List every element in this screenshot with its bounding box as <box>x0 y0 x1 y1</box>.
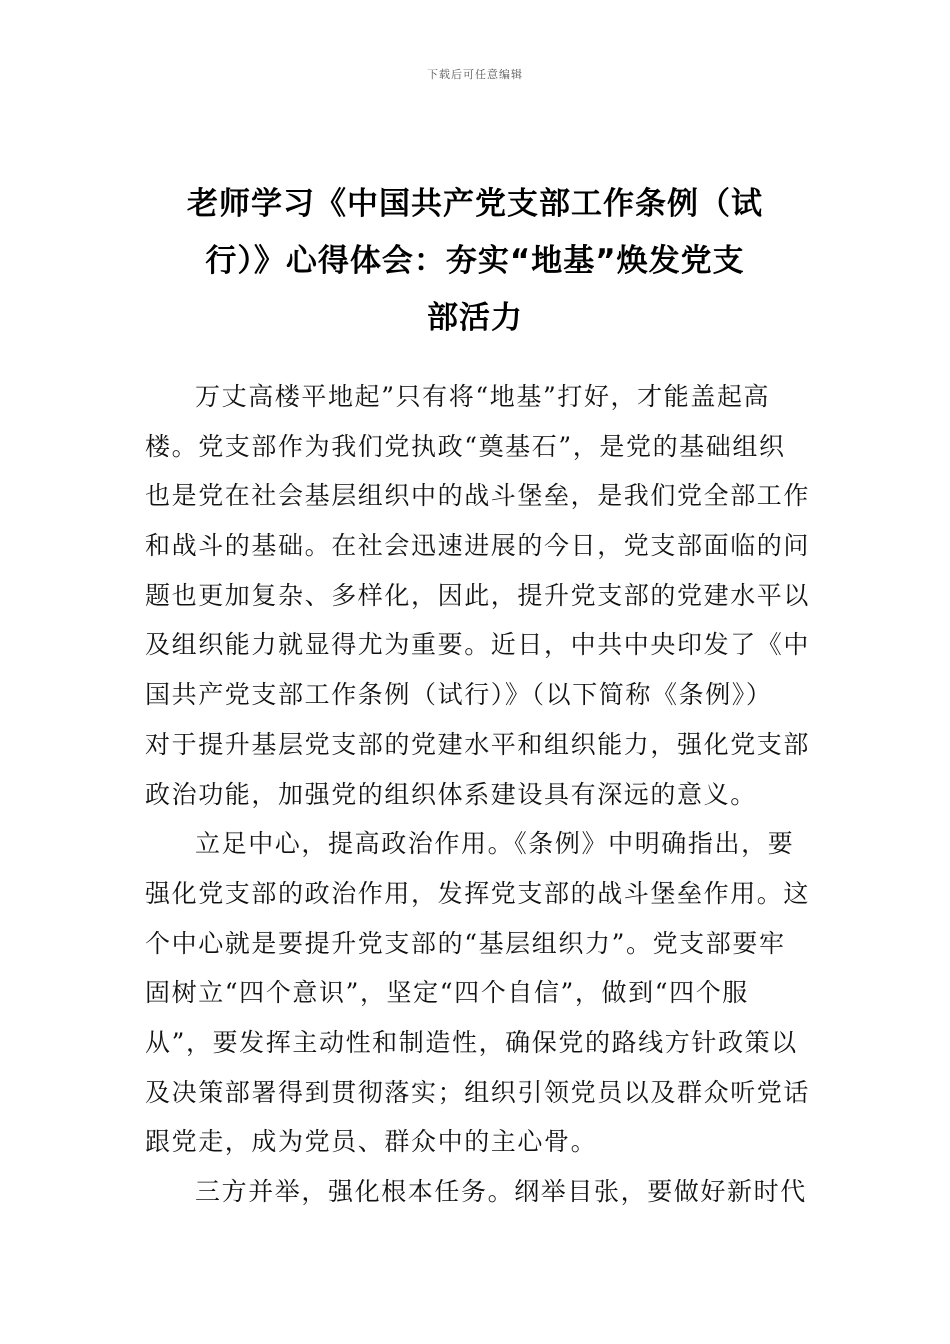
text-line: 题也更加复杂、多样化，因此，提升党支部的党建水平以 <box>145 580 811 610</box>
text-line: 强化党支部的政治作用，发挥党支部的战斗堡垒作用。这 <box>145 878 811 908</box>
text-line: 和战斗的基础。在社会迅速进展的今日，党支部面临的问 <box>145 531 811 561</box>
text-line: 政治功能，加强党的组织体系建设具有深远的意义。 <box>145 779 757 809</box>
text-line: 国共产党支部工作条例（试行）》（以下简称《条例》） <box>145 680 773 710</box>
text-line: 及决策部署得到贯彻落实；组织引领党员以及群众听党话 <box>145 1077 811 1107</box>
text-line: 及组织能力就显得尤为重要。近日，中共中央印发了《中 <box>145 630 811 660</box>
title-line: 老师学习《中国共产党支部工作条例（试 <box>187 186 763 222</box>
paragraph-fundamental-tasks <box>145 1167 813 1217</box>
document-body <box>145 372 813 1217</box>
text-line: 楼。党支部作为我们党执政“奠基石”，是党的基础组织 <box>145 431 786 461</box>
text-line: 三方并举，强化根本任务。纲举目张，要做好新时代 <box>195 1177 807 1206</box>
title-line: 部活力 <box>427 300 523 336</box>
text-line: 固树立“四个意识”，坚定“四个自信”，做到“四个服 <box>145 978 749 1008</box>
text-line: 跟党走，成为党员、群众中的主心骨。 <box>145 1127 598 1157</box>
text-line: 个中心就是要提升党支部的“基层组织力”。党支部要牢 <box>145 928 786 958</box>
paragraph-intro <box>145 372 813 819</box>
document-title <box>145 176 805 347</box>
paragraph-political-role <box>145 819 813 1167</box>
text-line: 立足中心，提高政治作用。《条例》中明确指出，要 <box>195 829 795 859</box>
text-line: 从”，要发挥主动性和制造性，确保党的路线方针政策以 <box>145 1027 798 1057</box>
text-line: 对于提升基层党支部的党建水平和组织能力，强化党支部 <box>145 729 811 759</box>
text-line: 万丈高楼平地起”只有将“地基”打好，才能盖起高 <box>195 382 771 411</box>
title-line: 行）》心得体会：夯实“地基”焕发党支 <box>205 243 745 279</box>
header-note: 下载后可任意编辑 <box>427 68 523 81</box>
text-line: 也是党在社会基层组织中的战斗堡垒，是我们党全部工作 <box>145 481 811 511</box>
